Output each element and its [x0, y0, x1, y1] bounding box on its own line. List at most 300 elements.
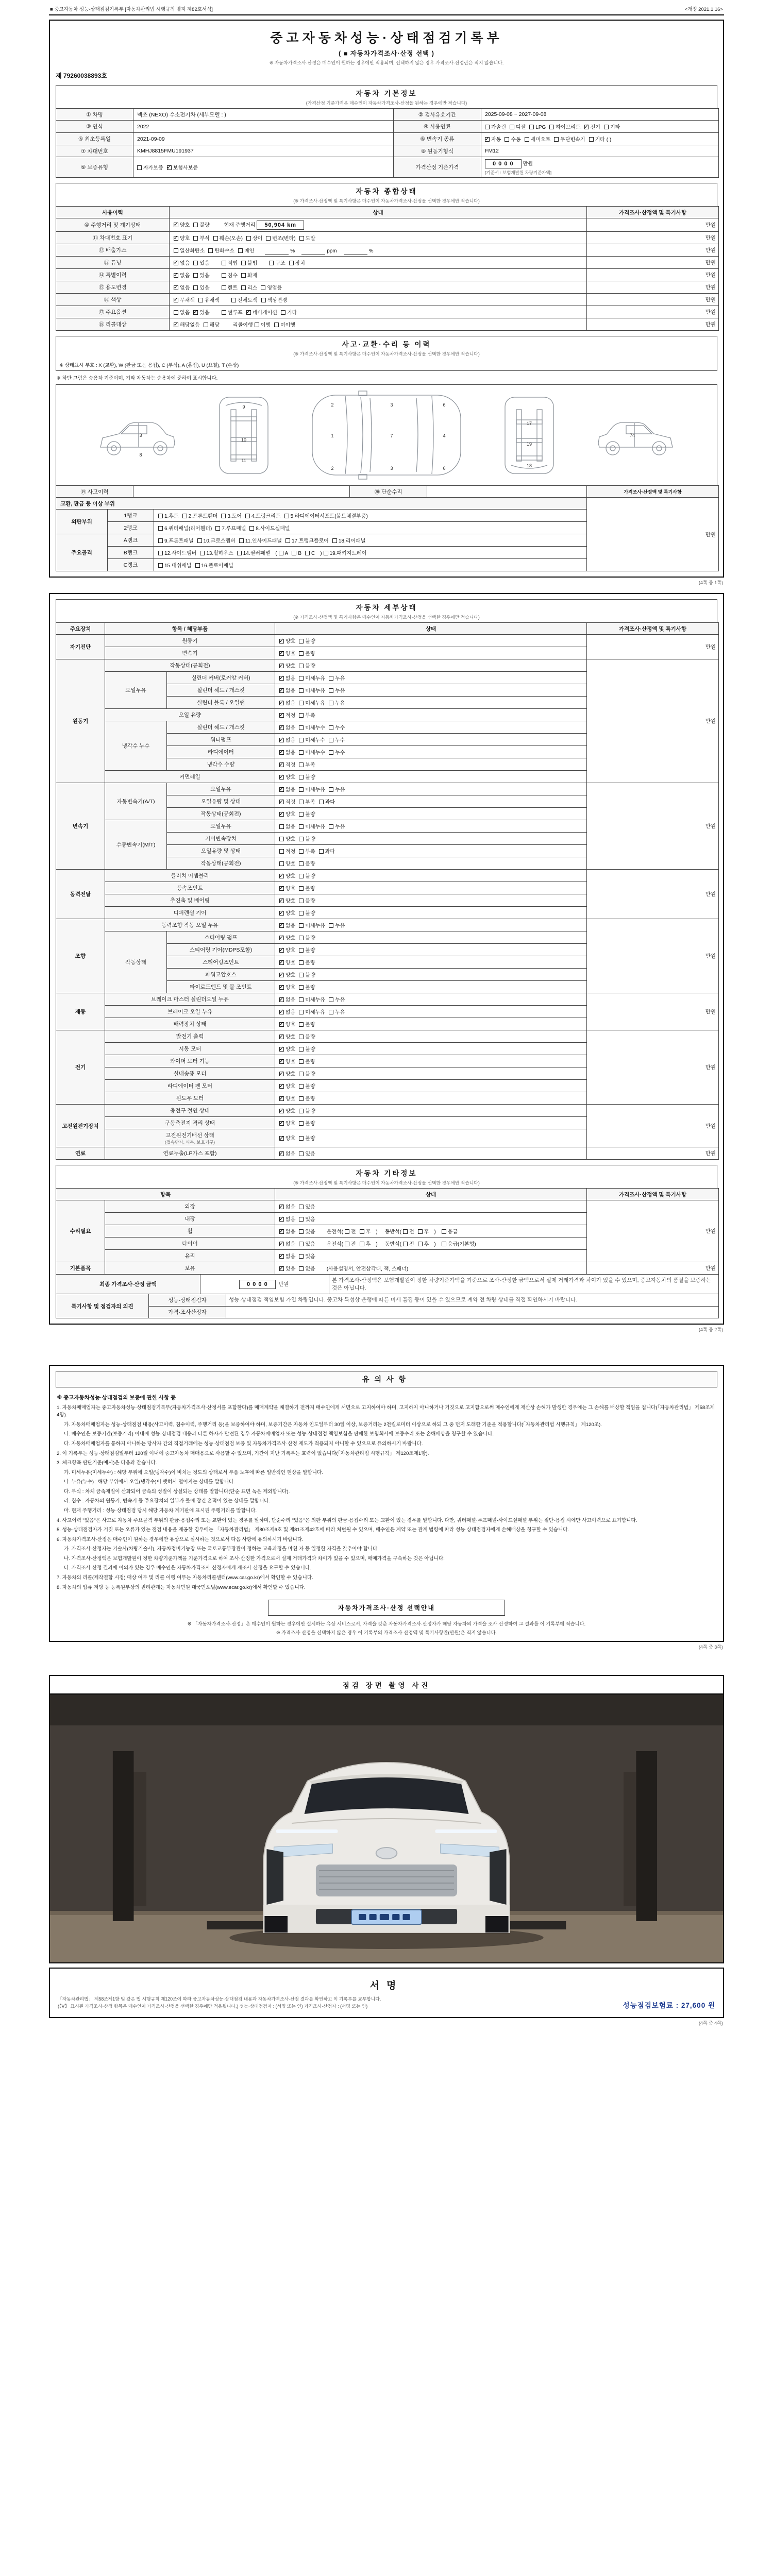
checkbox[interactable]	[442, 1229, 446, 1234]
checkbox-option[interactable]	[485, 135, 501, 143]
checkbox-option[interactable]	[246, 308, 277, 316]
checkbox-option[interactable]	[174, 283, 190, 291]
checkbox-option[interactable]	[279, 1215, 295, 1223]
checkbox-option[interactable]	[231, 296, 258, 303]
checkbox[interactable]	[289, 261, 294, 265]
checkbox-checked[interactable]	[174, 298, 178, 302]
checkbox-option[interactable]	[261, 296, 288, 303]
checkbox-option[interactable]	[589, 135, 612, 143]
checkbox-checked[interactable]	[167, 165, 172, 170]
checkbox-option[interactable]	[261, 283, 282, 291]
checkbox-option[interactable]	[329, 921, 345, 929]
checkbox-option[interactable]	[279, 835, 295, 842]
checkbox[interactable]	[360, 1229, 364, 1234]
checkbox-option[interactable]	[360, 1240, 371, 1247]
checkbox[interactable]	[284, 514, 289, 518]
checkbox[interactable]	[299, 1096, 304, 1101]
checkbox-option[interactable]	[289, 259, 305, 266]
checkbox[interactable]	[193, 285, 198, 290]
checkbox-checked[interactable]	[279, 1242, 284, 1246]
checkbox[interactable]	[329, 1010, 333, 1014]
checkbox-checked[interactable]	[279, 1072, 284, 1076]
checkbox[interactable]	[255, 323, 259, 327]
checkbox-option[interactable]	[279, 995, 295, 1003]
checkbox-option[interactable]	[279, 1119, 295, 1127]
checkbox-option[interactable]	[299, 662, 315, 669]
checkbox-option[interactable]	[279, 1057, 295, 1065]
checkbox-checked[interactable]	[279, 775, 284, 779]
checkbox[interactable]	[299, 812, 304, 817]
checkbox-option[interactable]	[299, 909, 315, 917]
checkbox[interactable]	[299, 936, 304, 940]
checkbox-option[interactable]	[279, 760, 295, 768]
checkbox-option[interactable]	[222, 283, 238, 291]
checkbox-option[interactable]	[505, 135, 520, 143]
checkbox-option[interactable]	[299, 872, 315, 879]
checkbox-option[interactable]	[329, 723, 345, 731]
checkbox-checked[interactable]	[279, 1059, 284, 1064]
checkbox[interactable]	[442, 1242, 446, 1246]
checkbox-option[interactable]	[279, 773, 295, 781]
checkbox-option[interactable]	[285, 536, 329, 544]
checkbox-option[interactable]	[299, 958, 315, 966]
checkbox-checked[interactable]	[174, 223, 178, 227]
checkbox-option[interactable]	[193, 283, 209, 291]
checkbox-option[interactable]	[299, 1202, 315, 1210]
checkbox[interactable]	[299, 1059, 304, 1064]
checkbox-option[interactable]	[279, 1070, 295, 1077]
checkbox-option[interactable]	[329, 995, 345, 1003]
checkbox[interactable]	[299, 750, 304, 755]
checkbox-option[interactable]	[329, 674, 345, 682]
checkbox-option[interactable]	[329, 736, 345, 743]
checkbox-option[interactable]	[279, 686, 295, 694]
checkbox-option[interactable]	[221, 512, 242, 519]
checkbox[interactable]	[299, 639, 304, 643]
checkbox[interactable]	[158, 563, 163, 568]
checkbox[interactable]	[329, 676, 333, 681]
checkbox-option[interactable]	[279, 810, 295, 818]
checkbox-checked[interactable]	[485, 137, 490, 142]
checkbox[interactable]	[193, 261, 198, 265]
checkbox[interactable]	[299, 701, 304, 705]
checkbox-option[interactable]	[279, 884, 295, 892]
checkbox[interactable]	[299, 824, 304, 829]
checkbox-option[interactable]	[299, 1149, 315, 1157]
checkbox-checked[interactable]	[279, 800, 284, 804]
checkbox[interactable]	[345, 1229, 349, 1234]
checkbox-option[interactable]	[279, 983, 295, 991]
checkbox-option[interactable]	[299, 674, 325, 682]
checkbox-checked[interactable]	[279, 1121, 284, 1126]
checkbox-option[interactable]	[332, 536, 366, 544]
checkbox-option[interactable]	[279, 971, 295, 978]
checkbox-checked[interactable]	[279, 762, 284, 767]
checkbox-option[interactable]	[281, 308, 297, 316]
checkbox[interactable]	[222, 285, 226, 290]
checkbox[interactable]	[239, 538, 244, 543]
checkbox-option[interactable]	[279, 1032, 295, 1040]
checkbox[interactable]	[418, 1242, 423, 1246]
checkbox-option[interactable]	[292, 550, 301, 556]
checkbox[interactable]	[246, 236, 251, 241]
checkbox-option[interactable]	[279, 896, 295, 904]
checkbox[interactable]	[266, 236, 271, 241]
checkbox-checked[interactable]	[279, 738, 284, 742]
checkbox[interactable]	[174, 248, 178, 253]
checkbox-option[interactable]	[279, 1107, 295, 1114]
checkbox[interactable]	[529, 125, 534, 129]
checkbox-option[interactable]	[299, 699, 325, 706]
checkbox[interactable]	[213, 236, 218, 241]
checkbox-option[interactable]	[442, 1240, 476, 1247]
checkbox-checked[interactable]	[193, 310, 198, 315]
checkbox-option[interactable]	[241, 283, 257, 291]
checkbox-checked[interactable]	[279, 1035, 284, 1039]
checkbox-option[interactable]	[299, 1070, 315, 1077]
checkbox-checked[interactable]	[279, 960, 284, 965]
checkbox[interactable]	[299, 948, 304, 953]
checkbox-option[interactable]	[241, 259, 257, 266]
checkbox-checked[interactable]	[279, 1096, 284, 1101]
checkbox-option[interactable]	[174, 259, 190, 266]
checkbox-checked[interactable]	[279, 1109, 284, 1113]
checkbox-checked[interactable]	[279, 1205, 284, 1209]
checkbox-checked[interactable]	[279, 1151, 284, 1156]
checkbox[interactable]	[279, 551, 283, 555]
checkbox[interactable]	[329, 787, 333, 792]
checkbox[interactable]	[329, 701, 333, 705]
checkbox[interactable]	[299, 911, 304, 916]
checkbox[interactable]	[241, 273, 246, 278]
checkbox-checked[interactable]	[279, 688, 284, 693]
checkbox-option[interactable]	[279, 785, 295, 793]
checkbox[interactable]	[299, 651, 304, 656]
checkbox[interactable]	[299, 1254, 304, 1259]
checkbox-checked[interactable]	[279, 812, 284, 817]
checkbox-option[interactable]	[299, 748, 325, 756]
checkbox-checked[interactable]	[279, 1254, 284, 1259]
checkbox[interactable]	[261, 298, 266, 302]
checkbox[interactable]	[222, 273, 226, 278]
checkbox[interactable]	[279, 861, 284, 866]
checkbox-option[interactable]	[529, 124, 546, 130]
checkbox[interactable]	[299, 236, 304, 241]
checkbox-option[interactable]	[299, 946, 315, 954]
checkbox-option[interactable]	[299, 234, 315, 242]
checkbox-checked[interactable]	[279, 1010, 284, 1014]
checkbox[interactable]	[299, 1266, 304, 1271]
checkbox[interactable]	[329, 738, 333, 742]
checkbox-option[interactable]	[167, 163, 198, 171]
checkbox[interactable]	[193, 273, 198, 278]
checkbox[interactable]	[299, 899, 304, 903]
checkbox-option[interactable]	[274, 320, 295, 328]
checkbox-checked[interactable]	[279, 936, 284, 940]
checkbox-option[interactable]	[279, 934, 295, 941]
checkbox[interactable]	[418, 1229, 423, 1234]
checkbox-checked[interactable]	[279, 899, 284, 903]
checkbox-option[interactable]	[319, 798, 335, 805]
checkbox-option[interactable]	[299, 1227, 315, 1235]
checkbox-option[interactable]	[222, 308, 243, 316]
checkbox-option[interactable]	[418, 1227, 429, 1235]
checkbox[interactable]	[241, 285, 246, 290]
checkbox-checked[interactable]	[279, 750, 284, 755]
checkbox[interactable]	[329, 923, 333, 928]
checkbox-option[interactable]	[200, 549, 233, 556]
checkbox[interactable]	[281, 310, 285, 315]
checkbox-checked[interactable]	[279, 639, 284, 643]
checkbox-option[interactable]	[299, 822, 325, 830]
checkbox[interactable]	[158, 551, 163, 555]
checkbox-option[interactable]	[137, 163, 163, 171]
checkbox[interactable]	[279, 849, 284, 854]
checkbox[interactable]	[195, 563, 200, 568]
checkbox-checked[interactable]	[279, 651, 284, 656]
checkbox[interactable]	[299, 1217, 304, 1222]
checkbox-option[interactable]	[604, 123, 620, 130]
checkbox[interactable]	[245, 514, 250, 518]
checkbox[interactable]	[299, 713, 304, 718]
checkbox-option[interactable]	[329, 748, 345, 756]
checkbox[interactable]	[158, 538, 163, 543]
checkbox[interactable]	[269, 261, 274, 265]
checkbox-option[interactable]	[174, 234, 190, 242]
checkbox[interactable]	[329, 750, 333, 755]
checkbox-option[interactable]	[329, 1008, 345, 1015]
checkbox-checked[interactable]	[279, 1217, 284, 1222]
checkbox[interactable]	[222, 261, 226, 265]
checkbox[interactable]	[332, 538, 337, 543]
checkbox[interactable]	[279, 824, 284, 829]
checkbox-option[interactable]	[241, 271, 257, 279]
checkbox[interactable]	[249, 526, 254, 531]
checkbox-option[interactable]	[299, 971, 315, 978]
checkbox-checked[interactable]	[279, 1047, 284, 1052]
checkbox[interactable]	[360, 1242, 364, 1246]
checkbox-option[interactable]	[279, 1227, 295, 1235]
checkbox-option[interactable]	[299, 637, 315, 645]
checkbox-option[interactable]	[299, 995, 325, 1003]
checkbox-option[interactable]	[255, 320, 271, 328]
checkbox-checked[interactable]	[279, 1136, 284, 1141]
checkbox[interactable]	[299, 849, 304, 854]
checkbox-option[interactable]	[299, 1057, 315, 1065]
checkbox-checked[interactable]	[174, 261, 178, 265]
checkbox[interactable]	[299, 1109, 304, 1113]
checkbox-option[interactable]	[158, 561, 192, 569]
checkbox[interactable]	[299, 725, 304, 730]
checkbox-option[interactable]	[319, 847, 335, 855]
checkbox-option[interactable]	[329, 822, 345, 830]
checkbox[interactable]	[299, 997, 304, 1002]
checkbox-option[interactable]	[299, 859, 315, 867]
checkbox-option[interactable]	[279, 748, 295, 756]
checkbox[interactable]	[299, 787, 304, 792]
checkbox[interactable]	[554, 137, 559, 142]
checkbox[interactable]	[299, 874, 304, 878]
checkbox-option[interactable]	[510, 123, 526, 130]
checkbox[interactable]	[193, 236, 198, 241]
checkbox-option[interactable]	[279, 711, 295, 719]
checkbox[interactable]	[241, 261, 246, 265]
checkbox-checked[interactable]	[279, 1022, 284, 1027]
checkbox-option[interactable]	[345, 1227, 356, 1235]
checkbox-option[interactable]	[299, 1119, 315, 1127]
checkbox[interactable]	[299, 1084, 304, 1089]
checkbox[interactable]	[589, 137, 594, 142]
checkbox[interactable]	[403, 1229, 408, 1234]
checkbox[interactable]	[299, 1022, 304, 1027]
checkbox[interactable]	[197, 538, 202, 543]
checkbox-option[interactable]	[299, 1134, 315, 1142]
checkbox-option[interactable]	[299, 884, 315, 892]
checkbox-option[interactable]	[299, 1252, 315, 1260]
checkbox-checked[interactable]	[279, 725, 284, 730]
checkbox-option[interactable]	[279, 723, 295, 731]
checkbox-checked[interactable]	[584, 125, 589, 129]
checkbox-option[interactable]	[403, 1227, 414, 1235]
checkbox-checked[interactable]	[279, 787, 284, 792]
checkbox-option[interactable]	[193, 271, 209, 279]
checkbox-option[interactable]	[279, 859, 295, 867]
checkbox-checked[interactable]	[279, 1084, 284, 1089]
checkbox-option[interactable]	[193, 234, 209, 242]
checkbox[interactable]	[505, 137, 509, 142]
checkbox-option[interactable]	[299, 1240, 315, 1247]
checkbox[interactable]	[299, 664, 304, 668]
checkbox-option[interactable]	[193, 221, 209, 228]
checkbox[interactable]	[158, 526, 163, 531]
checkbox[interactable]	[299, 1010, 304, 1014]
checkbox-option[interactable]	[158, 524, 212, 532]
checkbox-option[interactable]	[279, 1202, 295, 1210]
checkbox-option[interactable]	[299, 1045, 315, 1053]
checkbox-option[interactable]	[213, 234, 243, 242]
checkbox-checked[interactable]	[279, 886, 284, 891]
checkbox[interactable]	[329, 725, 333, 730]
checkbox[interactable]	[299, 985, 304, 990]
checkbox-option[interactable]	[299, 1094, 315, 1102]
checkbox-option[interactable]	[174, 308, 190, 316]
checkbox[interactable]	[604, 125, 609, 129]
checkbox-option[interactable]	[249, 524, 290, 532]
checkbox-option[interactable]	[246, 234, 262, 242]
checkbox-option[interactable]	[174, 221, 190, 228]
checkbox-option[interactable]	[215, 524, 246, 532]
checkbox-option[interactable]	[279, 872, 295, 879]
checkbox-checked[interactable]	[279, 973, 284, 977]
checkbox-checked[interactable]	[279, 874, 284, 878]
checkbox[interactable]	[299, 1121, 304, 1126]
checkbox-checked[interactable]	[279, 985, 284, 990]
checkbox-option[interactable]	[237, 549, 271, 556]
checkbox-option[interactable]	[174, 320, 200, 328]
checkbox[interactable]	[198, 298, 203, 302]
checkbox-option[interactable]	[299, 1020, 315, 1028]
checkbox-option[interactable]	[279, 958, 295, 966]
checkbox[interactable]	[279, 837, 284, 841]
checkbox-option[interactable]	[279, 1045, 295, 1053]
checkbox[interactable]	[299, 800, 304, 804]
checkbox[interactable]	[231, 298, 236, 302]
checkbox[interactable]	[299, 1136, 304, 1141]
checkbox-option[interactable]	[193, 308, 209, 316]
checkbox-checked[interactable]	[279, 923, 284, 928]
checkbox-option[interactable]	[279, 1094, 295, 1102]
checkbox[interactable]	[238, 248, 243, 253]
checkbox[interactable]	[299, 676, 304, 681]
checkbox[interactable]	[299, 1047, 304, 1052]
checkbox[interactable]	[292, 551, 296, 555]
checkbox-checked[interactable]	[174, 285, 178, 290]
checkbox-option[interactable]	[158, 512, 179, 519]
checkbox[interactable]	[215, 526, 220, 531]
checkbox-option[interactable]	[525, 135, 551, 143]
checkbox-option[interactable]	[299, 649, 315, 657]
checkbox[interactable]	[549, 125, 554, 129]
checkbox-option[interactable]	[279, 1252, 295, 1260]
checkbox-option[interactable]	[279, 921, 295, 929]
checkbox[interactable]	[204, 323, 208, 327]
checkbox-option[interactable]	[584, 123, 600, 130]
checkbox-option[interactable]	[279, 946, 295, 954]
checkbox-option[interactable]	[279, 674, 295, 682]
checkbox-option[interactable]	[305, 550, 315, 556]
checkbox-option[interactable]	[360, 1227, 371, 1235]
checkbox[interactable]	[299, 738, 304, 742]
checkbox-option[interactable]	[299, 785, 325, 793]
checkbox[interactable]	[305, 551, 310, 555]
checkbox-option[interactable]	[279, 1264, 295, 1272]
checkbox-option[interactable]	[299, 723, 325, 731]
checkbox[interactable]	[299, 886, 304, 891]
checkbox[interactable]	[200, 551, 205, 555]
checkbox-option[interactable]	[279, 637, 295, 645]
checkbox[interactable]	[485, 125, 490, 129]
checkbox-option[interactable]	[279, 736, 295, 743]
checkbox[interactable]	[158, 514, 163, 518]
checkbox[interactable]	[299, 762, 304, 767]
checkbox[interactable]	[299, 973, 304, 977]
checkbox-option[interactable]	[222, 259, 238, 266]
checkbox[interactable]	[237, 551, 242, 555]
checkbox-option[interactable]	[299, 686, 325, 694]
checkbox-option[interactable]	[158, 536, 194, 544]
checkbox[interactable]	[403, 1242, 408, 1246]
checkbox[interactable]	[221, 514, 226, 518]
checkbox[interactable]	[208, 248, 213, 253]
checkbox-option[interactable]	[299, 1215, 315, 1223]
checkbox-option[interactable]	[418, 1240, 429, 1247]
checkbox[interactable]	[299, 923, 304, 928]
checkbox-checked[interactable]	[174, 323, 178, 327]
checkbox-checked[interactable]	[279, 676, 284, 681]
checkbox-option[interactable]	[299, 760, 315, 768]
checkbox-option[interactable]	[299, 847, 315, 855]
checkbox-option[interactable]	[239, 536, 282, 544]
checkbox-option[interactable]	[345, 1240, 356, 1247]
checkbox-option[interactable]	[403, 1240, 414, 1247]
checkbox-option[interactable]	[204, 320, 220, 328]
checkbox-option[interactable]	[554, 135, 585, 143]
checkbox-option[interactable]	[299, 1264, 315, 1272]
checkbox-checked[interactable]	[279, 701, 284, 705]
checkbox-option[interactable]	[299, 934, 315, 941]
checkbox[interactable]	[299, 960, 304, 965]
checkbox[interactable]	[299, 1151, 304, 1156]
